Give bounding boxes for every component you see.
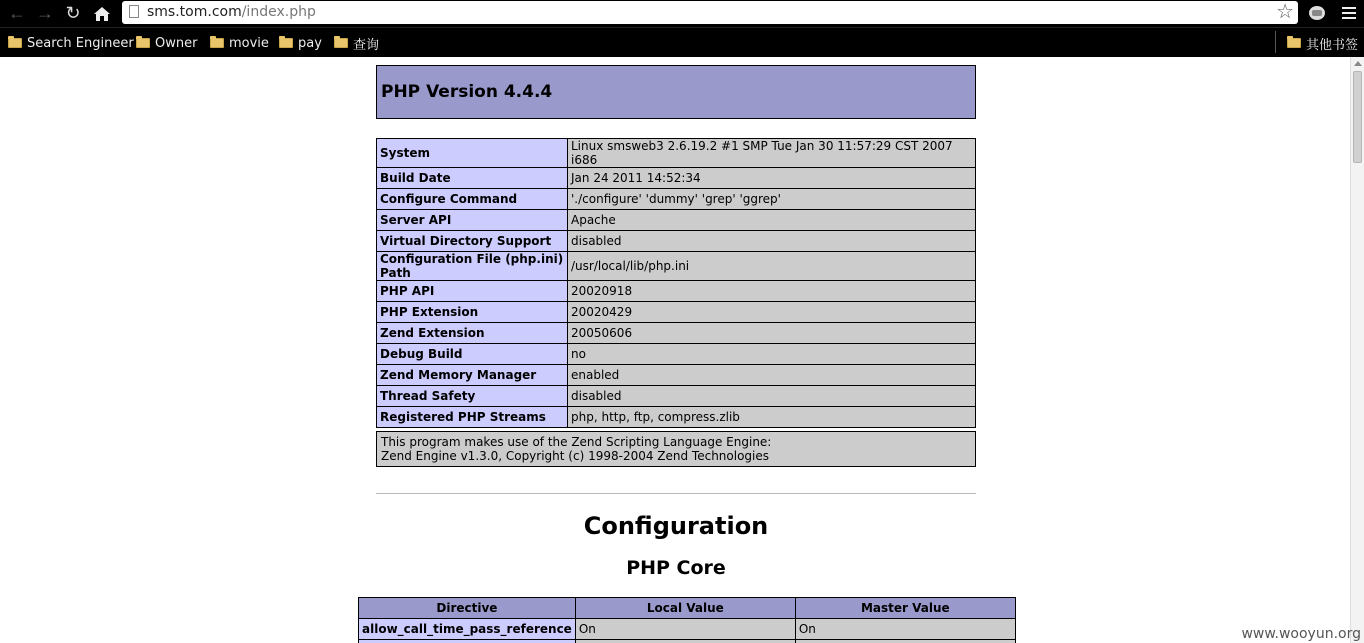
folder-icon: [136, 38, 150, 48]
arrow-left-icon: ←: [8, 3, 26, 23]
info-key-cell: Zend Extension: [377, 323, 568, 344]
master-value-cell: On: [795, 619, 1015, 640]
zend-engine-notice: [376, 431, 976, 467]
system-info-table: [376, 138, 976, 428]
scroll-up-arrow-icon[interactable]: [1354, 61, 1362, 66]
vertical-scrollbar[interactable]: [1350, 57, 1364, 643]
menu-icon: [1342, 6, 1356, 20]
bookmark-search-engineer[interactable]: [8, 34, 134, 52]
table-header-row: [359, 598, 1016, 619]
info-value-cell: Linux smsweb3 2.6.19.2 #1 SMP Tue Jan 30 11:57:29 CST 2007 i686: [568, 139, 976, 168]
bookmark-movie[interactable]: [210, 34, 269, 52]
folder-icon: [334, 38, 348, 48]
info-key-cell: Configure Command: [377, 189, 568, 210]
info-value-cell: 20050606: [568, 323, 976, 344]
info-value-cell: /usr/local/lib/php.ini: [568, 252, 976, 281]
bookmark-star-icon[interactable]: ☆: [1276, 1, 1294, 23]
info-key-cell: Thread Safety: [377, 386, 568, 407]
info-key-cell: PHP API: [377, 281, 568, 302]
table-row: [377, 386, 976, 407]
other-bookmarks-label: 其他书签: [1306, 37, 1359, 53]
address-bar[interactable]: [122, 1, 1298, 24]
table-row: [359, 640, 1016, 643]
info-value-cell: Apache: [568, 210, 976, 231]
back-button[interactable]: [3, 0, 31, 27]
info-key-cell: Debug Build: [377, 344, 568, 365]
table-row: [377, 407, 976, 428]
home-button[interactable]: [88, 0, 116, 27]
table-row: [377, 323, 976, 344]
watermark: www.wooyun.org: [1241, 626, 1361, 642]
info-value-cell: 20020429: [568, 302, 976, 323]
bookmark-label: movie: [229, 35, 269, 51]
info-value-cell: './configure' 'dummy' 'grep' 'ggrep': [568, 189, 976, 210]
info-key-cell: System: [377, 139, 568, 168]
bookmark-query[interactable]: [334, 34, 379, 52]
info-value-cell: 20020918: [568, 281, 976, 302]
folder-icon: [279, 38, 293, 48]
reload-icon: ↻: [65, 3, 81, 23]
page-content: [0, 57, 1350, 643]
url-text[interactable]: [147, 4, 316, 20]
table-row: [377, 168, 976, 189]
info-value-cell: no: [568, 344, 976, 365]
table-row: [359, 619, 1016, 640]
bookmarks-bar: [0, 27, 1364, 57]
master-value-header: Master Value: [795, 598, 1015, 619]
info-key-cell: Registered PHP Streams: [377, 407, 568, 428]
php-version-title: PHP Version 4.4.4: [381, 82, 553, 102]
php-version-header: [376, 65, 976, 119]
table-row: [377, 344, 976, 365]
configuration-heading: Configuration: [583, 512, 769, 540]
info-value-cell: enabled: [568, 365, 976, 386]
page-icon: [129, 5, 139, 18]
info-value-cell: disabled: [568, 386, 976, 407]
bookmark-owner[interactable]: [136, 34, 197, 52]
bookmark-label: pay: [298, 35, 322, 51]
info-key-cell: Configuration File (php.ini) Path: [377, 252, 568, 281]
info-key-cell: Build Date: [377, 168, 568, 189]
home-icon: [93, 6, 111, 22]
php-core-table: [358, 597, 1016, 643]
directive-cell: allow_call_time_pass_reference: [359, 619, 576, 640]
directive-cell: [359, 640, 576, 643]
scrollbar-thumb[interactable]: [1353, 71, 1362, 163]
folder-icon: [210, 38, 224, 48]
bookmark-pay[interactable]: [279, 34, 322, 52]
forward-button[interactable]: [31, 0, 59, 27]
info-value-cell: Jan 24 2011 14:52:34: [568, 168, 976, 189]
info-value-cell: disabled: [568, 231, 976, 252]
system-info-table-wrap: [376, 138, 976, 428]
table-row: [377, 281, 976, 302]
bookmark-label: 查询: [353, 37, 380, 53]
table-row: [377, 302, 976, 323]
directive-header: Directive: [359, 598, 576, 619]
bookmarks-divider: [1275, 31, 1276, 53]
extension-button[interactable]: [1305, 2, 1329, 24]
zend-line-2: Zend Engine v1.3.0, Copyright (c) 1998-2004 Zend Technologies: [381, 449, 770, 463]
arrow-right-icon: →: [36, 3, 54, 23]
url-host: sms.tom.com: [147, 4, 242, 20]
reload-button[interactable]: [59, 0, 87, 27]
table-row: [377, 252, 976, 281]
menu-button[interactable]: [1337, 2, 1361, 24]
master-value-cell: [795, 640, 1015, 643]
info-key-cell: Server API: [377, 210, 568, 231]
info-key-cell: Zend Memory Manager: [377, 365, 568, 386]
info-key-cell: Virtual Directory Support: [377, 231, 568, 252]
bookmark-label: Owner: [155, 35, 198, 51]
table-row: [377, 139, 976, 168]
zend-line-1: This program makes use of the Zend Scripting Language Engine:: [381, 435, 772, 449]
info-value-cell: php, http, ftp, compress.zlib: [568, 407, 976, 428]
folder-icon: [8, 38, 22, 48]
table-row: [377, 189, 976, 210]
local-value-header: Local Value: [575, 598, 795, 619]
section-divider: [376, 493, 976, 494]
extension-icon: [1307, 4, 1327, 22]
local-value-cell: On: [575, 619, 795, 640]
other-bookmarks[interactable]: [1287, 34, 1358, 52]
folder-icon: [1287, 38, 1301, 48]
url-path: /index.php: [241, 4, 316, 20]
table-row: [377, 231, 976, 252]
table-row: [377, 210, 976, 231]
info-key-cell: PHP Extension: [377, 302, 568, 323]
browser-toolbar: [0, 0, 1364, 27]
table-row: [377, 365, 976, 386]
php-core-heading: PHP Core: [626, 557, 726, 579]
local-value-cell: [575, 640, 795, 643]
bookmark-label: Search Engineer: [27, 35, 134, 51]
